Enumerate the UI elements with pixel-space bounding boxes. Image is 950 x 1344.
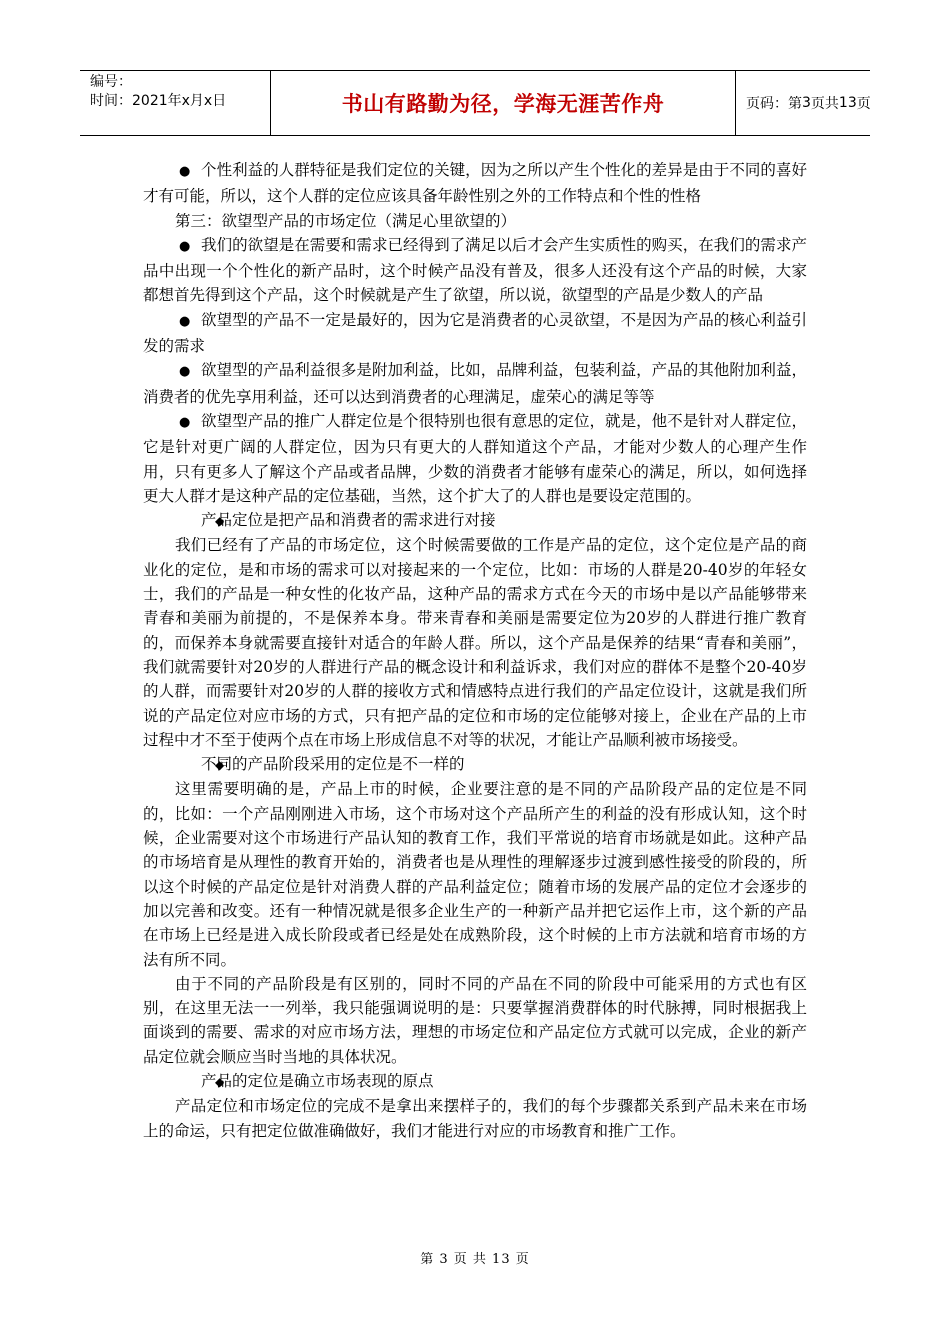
paragraph: ● 欲望型的产品不一定是最好的，因为它是消费者的心灵欲望，不是因为产品的核心利益引发的需求 bbox=[143, 308, 807, 359]
number-label: 编号： bbox=[90, 74, 132, 90]
page-footer: 第 3 页 共 13 页 bbox=[420, 1252, 530, 1267]
paragraph: 我们已经有了产品的市场定位，这个时候需要做的工作是产品的定位，这个定位是产品的商业化的定位，是和市场的需求可以对接起来的一个定位，比如：市场的人群是20-40岁的年轻女士，我们的产品是一种女性的化妆产品，这种产品的需求方式在今天的市场中是以产品能够带来青春和美丽为前提的，不是保养本身。带来青春和美丽是需要定位为20岁的人群进行推广教育的，而保养本身就需要直接针对适合的年龄人群。所以，这个产品是保养的结果“青春和美丽”，我们就需要针对20岁的人群进行产品的概念设计和利益诉求，我们对应的群体不是整个20-40岁的人群，而需要针对20岁的人群的接收方式和情感特点进行我们的产品定位设计，这就是我们所说的产品定位对应市场的方式，只有把产品的定位和市场的定位能够对接上，企业在产品的上市过程中才不至于使两个点在市场上形成信息不对等的状况，才能让产品顺利被市场接受。 bbox=[143, 536, 807, 749]
paragraph: ● 欲望型产品的推广人群定位是个很特别也很有意思的定位，就是，他不是针对人群定位，它是针对更广阔的人群定位，因为只有更大的人群知道这个产品，才能对少数人的心理产生作用，只有更多人了解这个产品或者品牌，少数的消费者才能够有虚荣心的满足，所以，如何选择更大人群才是这种产品的定位基础，当然，这个扩大了的人群也是要设定范围的。 bbox=[143, 409, 807, 508]
page-label: 页码：第 bbox=[746, 96, 802, 112]
paragraph: ● 欲望型的产品利益很多是附加利益，比如，品牌利益，包装利益，产品的其他附加利益，消费者的优先享用利益，还可以达到消费者的心理满足，虚荣心的满足等等 bbox=[143, 358, 807, 409]
page-total: 13 bbox=[838, 95, 857, 111]
header-page-number bbox=[736, 71, 870, 135]
subheading: ◆ 产品定位是把产品和消费者的需求进行对接 bbox=[143, 508, 807, 533]
paragraph: ● 个性利益的人群特征是我们定位的关键，因为之所以产生个性化的差异是由于不同的喜好才有可能，所以，这个人群的定位应该具备年龄性别之外的工作特点和个性的性格 bbox=[143, 158, 807, 209]
header-meta bbox=[80, 71, 270, 135]
page-current: 3 bbox=[802, 95, 811, 111]
header-motto: 书山有路勤为径，学海无涯苦作舟 bbox=[270, 71, 736, 135]
page-total-unit: 页 bbox=[856, 96, 871, 112]
document-body bbox=[143, 158, 807, 1143]
subheading: ◆ 产品的定位是确立市场表现的原点 bbox=[143, 1069, 807, 1094]
section-heading: 第三：欲望型产品的市场定位（满足心里欲望的） bbox=[175, 211, 517, 230]
page-header bbox=[80, 70, 870, 136]
paragraph: 由于不同的产品阶段是有区别的，同时不同的产品在不同的阶段中可能采用的方式也有区别，在这里无法一一列举，我只能强调说明的是：只要掌握消费群体的时代脉搏，同时根据我上面谈到的需要、需求的对应市场方法，理想的市场定位和产品定位方式就可以完成，企业的新产品定位就会顺应当时当地的具体状况。 bbox=[143, 974, 807, 1066]
paragraph: 产品定位和市场定位的完成不是拿出来摆样子的，我们的每个步骤都关系到产品未来在市场上的命运，只有把定位做准确做好，我们才能进行对应的市场教育和推广工作。 bbox=[143, 1097, 807, 1140]
page-unit: 页 bbox=[810, 96, 825, 112]
page-total-prefix: 共 bbox=[824, 96, 839, 112]
paragraph: ● 我们的欲望是在需要和需求已经得到了满足以后才会产生实质性的购买，在我们的需求产品中出现一个个性化的新产品时，这个时候产品没有普及，很多人还没有这个产品的时候，大家都想首先得到这个产品，这个时候就是产生了欲望，所以说，欲望型的产品是少数人的产品 bbox=[143, 233, 807, 308]
time-label: 时间：2021年x月x日 bbox=[90, 93, 227, 109]
subheading: ◆ 不同的产品阶段采用的定位是不一样的 bbox=[143, 752, 807, 777]
paragraph: 这里需要明确的是，产品上市的时候，企业要注意的是不同的产品阶段产品的定位是不同的，比如：一个产品刚刚进入市场，这个市场对这个产品所产生的利益的没有形成认知，这个时候，企业需要对这个市场进行产品认知的教育工作，我们平常说的培育市场就是如此。这种产品的市场培育是从理性的教育开始的，消费者也是从理性的理解逐步过渡到感性接受的阶段的，所以这个时候的产品定位是针对消费人群的产品利益定位；随着市场的发展产品的定位才会逐步的加以完善和改变。还有一种情况就是很多企业生产的一种新产品并把它运作上市，这个新的产品在市场上已经是进入成长阶段或者已经是处在成熟阶段，这个时候的上市方法就和培育市场的方法有所不同。 bbox=[143, 780, 807, 969]
